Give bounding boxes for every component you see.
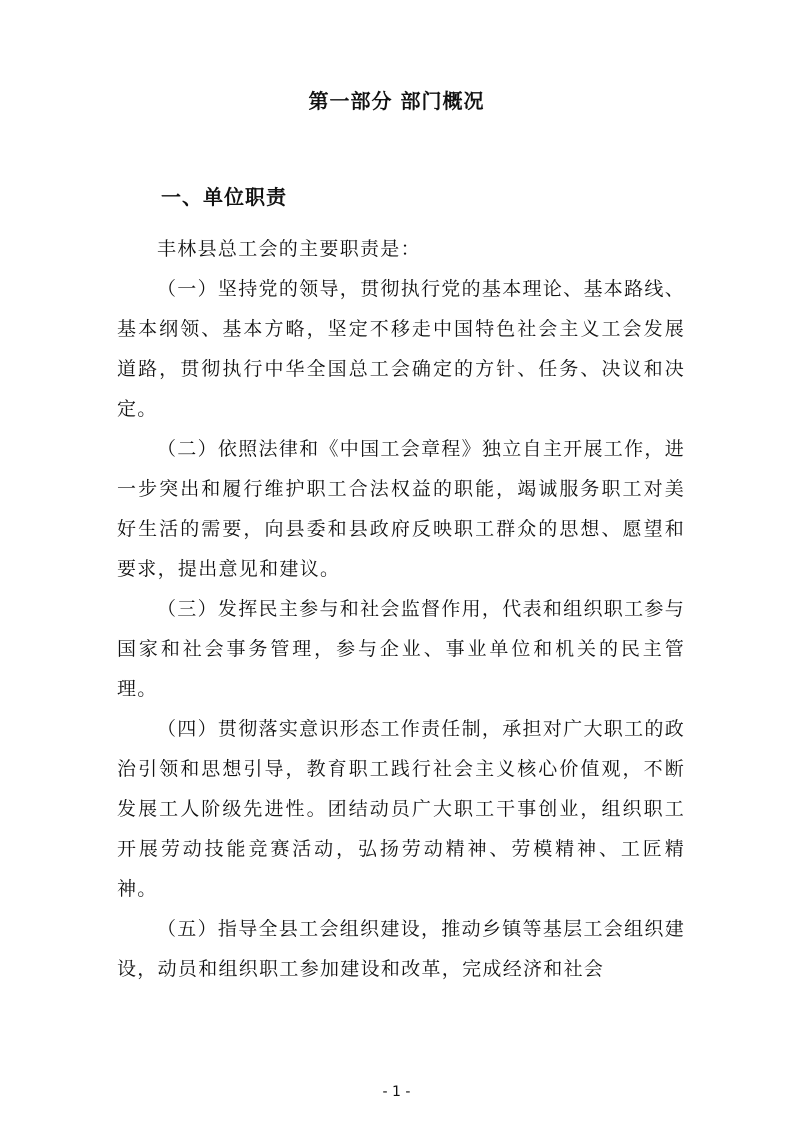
page-number: - 1 - xyxy=(382,1084,411,1100)
body-text xyxy=(117,229,685,989)
duty-paragraph-4: （四）贯彻落实意识形态工作责任制，承担对广大职工的政治引领和思想引导，教育职工践行社会主义核心价值观，不断发展工人阶级先进性。团结动员广大职工干事创业，组织职工开展劳动技能竞赛活动，弘扬劳动精神、劳模精神、工匠精神。 xyxy=(117,718,685,900)
duty-paragraph-1: （一）坚持党的领导，贯彻执行党的基本理论、基本路线、基本纲领、基本方略，坚定不移走中国特色社会主义工会发展道路，贯彻执行中华全国总工会确定的方针、任务、决议和决定。 xyxy=(117,278,685,420)
duty-paragraph-2: （二）依照法律和《中国工会章程》独立自主开展工作，进一步突出和履行维护职工合法权益的职能，竭诚服务职工对美好生活的需要，向县委和县政府反映职工群众的思想、愿望和要求，提出意见和建议。 xyxy=(117,438,685,580)
section-heading: 一、单位职责 xyxy=(161,185,287,209)
page-title: 第一部分 部门概况 xyxy=(308,89,485,113)
duty-paragraph-3: （三）发挥民主参与和社会监督作用，代表和组织职工参与国家和社会事务管理，参与企业、事业单位和机关的民主管理。 xyxy=(117,598,685,700)
duty-paragraph-5: （五）指导全县工会组织建设，推动乡镇等基层工会组织建设，动员和组织职工参加建设和改革，完成经济和社会 xyxy=(117,918,685,980)
intro-paragraph: 丰林县总工会的主要职责是： xyxy=(157,238,421,260)
